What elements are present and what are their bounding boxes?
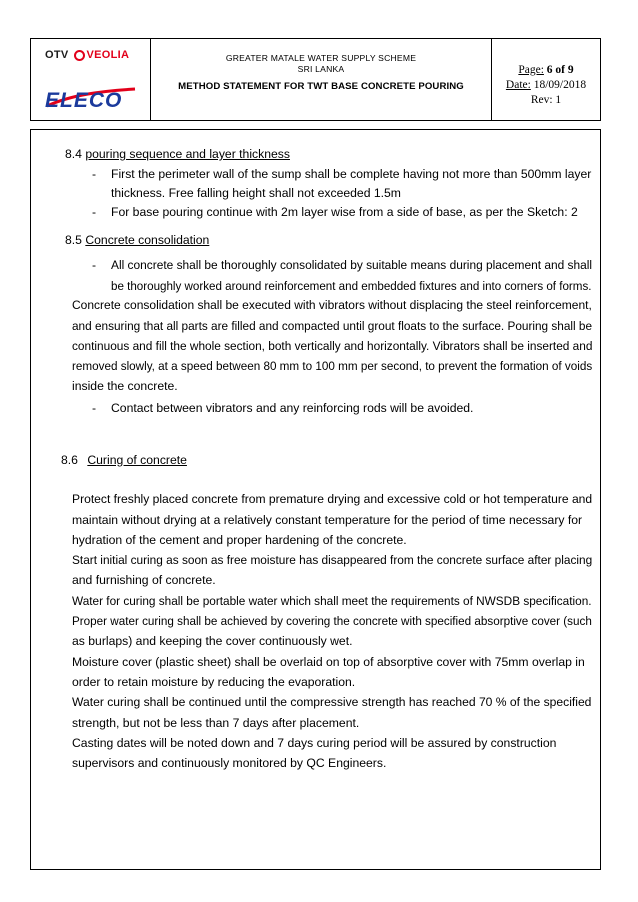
date-value: 18/09/2018 xyxy=(533,79,587,91)
bullet-dash: - xyxy=(92,205,97,219)
eleco-logo-text: ELECO xyxy=(45,89,123,111)
s84-bullet-1-line-2: thickness. Free falling height shall not exceeded 1.5m xyxy=(111,186,401,200)
s86-line-7: Proper water curing shall be achieved by covering the concrete with specified absorptive cover (such xyxy=(72,614,592,628)
section-8-5-title: Concrete consolidation xyxy=(85,233,210,247)
section-8-4-number: 8.4 xyxy=(65,147,82,161)
s86-line-3: hydration of the cement and proper hardening of the concrete. xyxy=(72,533,407,547)
s84-bullet-1-line-1: First the perimeter wall of the sump shall be complete having not more than 500mm layer xyxy=(111,167,592,181)
s86-line-12: strength, but not be less than 7 days after placement. xyxy=(72,716,360,730)
s85-bullet-1-line-1: All concrete shall be thoroughly consolidated by suitable means during placement and shall xyxy=(111,258,593,272)
section-8-4-heading xyxy=(65,147,290,162)
country-name: SRI LANKA xyxy=(297,64,345,74)
page-label: Page: xyxy=(518,64,544,76)
s86-line-1: Protect freshly placed concrete from premature drying and excessive cold or hot temperature and xyxy=(72,492,593,506)
section-8-6-heading xyxy=(61,453,187,468)
bullet-dash: - xyxy=(92,401,97,415)
section-8-4-title: pouring sequence and layer thickness xyxy=(85,147,290,161)
bullet-dash: - xyxy=(92,258,97,272)
s85-bullet-2: Contact between vibrators and any reinforcing rods will be avoided. xyxy=(111,401,474,415)
date-label: Date: xyxy=(505,79,531,91)
s86-line-13: Casting dates will be noted down and 7 days curing period will be assured by construction xyxy=(72,736,557,750)
section-8-6-title: Curing of concrete xyxy=(87,453,187,467)
document-title: METHOD STATEMENT FOR TWT BASE CONCRETE POURING xyxy=(178,81,464,92)
page-value: 6 of 9 xyxy=(546,64,574,76)
s86-line-2: maintain without drying at a relatively constant temperature for the period of time necessary for xyxy=(72,513,583,527)
s86-line-11: Water curing shall be continued until the compressive strength has reached 70 % of the specified xyxy=(72,695,592,709)
section-8-5-number: 8.5 xyxy=(65,233,82,247)
revision: Rev: 1 xyxy=(530,94,562,106)
s85-bullet-1-line-2: be thoroughly worked around reinforcement and embedded fixtures and into corners of forms. xyxy=(111,279,592,293)
s85-paragraph-line-4: removed slowly, at a speed between 80 mm to 100 mm per second, to prevent the formation of voids xyxy=(72,359,593,373)
bullet-dash: - xyxy=(92,167,97,181)
s86-line-10: order to retain moisture by reducing the evaporation. xyxy=(72,675,356,689)
section-8-5-heading xyxy=(65,233,209,248)
section-8-6-number: 8.6 xyxy=(61,453,78,467)
s86-line-5: and furnishing of concrete. xyxy=(72,573,216,587)
s85-paragraph-line-3: continuous and fill the whole section, both vertically and horizontally. Vibrators shall be inserted and xyxy=(72,339,593,353)
s86-line-14: supervisors and continuously monitored by QC Engineers. xyxy=(72,756,387,770)
veolia-logo-text: VEOLIA xyxy=(86,49,130,61)
s86-line-9: Moisture cover (plastic sheet) shall be overlaid on top of absorptive cover with 75mm overlap in xyxy=(72,655,585,669)
s86-line-8: as burlaps) and keeping the cover continuously wet. xyxy=(72,634,353,648)
s84-bullet-2: For base pouring continue with 2m layer wise from a side of base, as per the Sketch: 2 xyxy=(111,205,578,219)
otv-logo-text: OTV xyxy=(45,49,69,61)
s86-line-4: Start initial curing as soon as free moisture has disappeared from the concrete surface after placing xyxy=(72,553,593,567)
scheme-name: GREATER MATALE WATER SUPPLY SCHEME xyxy=(225,53,417,63)
s85-paragraph-line-2: and ensuring that all parts are filled and compacted until grout floats to the surface. Pouring shall be xyxy=(72,319,593,333)
s85-paragraph-line-1: Concrete consolidation shall be executed with vibrators without displacing the steel reinforcement, xyxy=(72,298,592,312)
s85-paragraph-line-5: inside the concrete. xyxy=(72,379,178,393)
s86-line-6: Water for curing shall be portable water which shall meet the requirements of NWSDB specification. xyxy=(72,594,592,608)
